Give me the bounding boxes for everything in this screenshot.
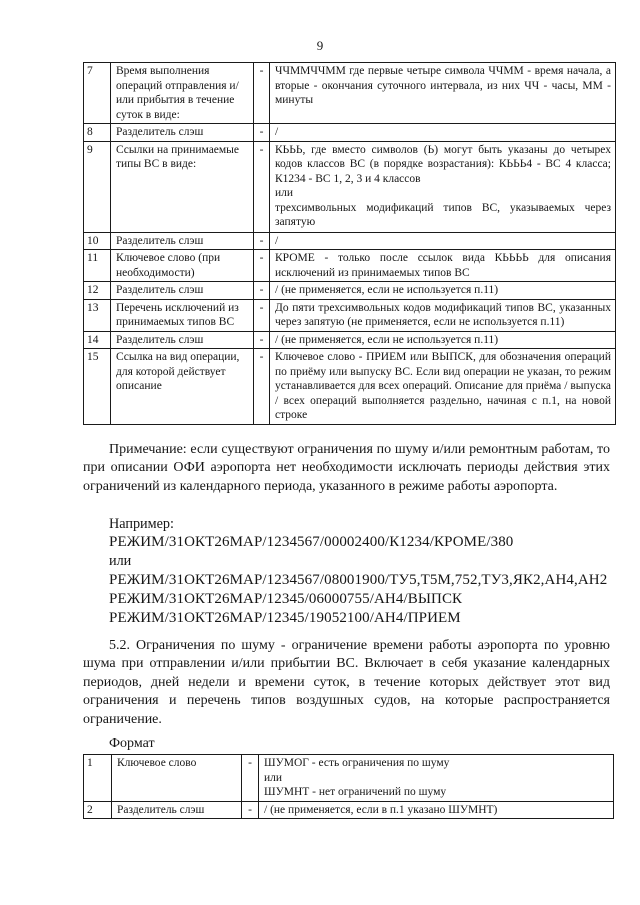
row-number: 1: [84, 755, 112, 802]
row-label: Разделитель слэш: [111, 282, 254, 300]
example-line: РЕЖИМ/31ОКТ26МАР/12345/06000755/АН4/ВЫПСК: [109, 591, 463, 607]
table-row: [84, 349, 616, 425]
row-number: 2: [84, 801, 112, 819]
note-paragraph: Примечание: если существуют ограничения по шуму и/или ремонтным работам, то при описании ОФИ аэропорта нет необходимости исключать периоды действия этих ограничений из календарного периода, указанного в режиме работы аэропорта.: [83, 442, 610, 494]
format-table-noise: [83, 754, 614, 819]
row-number: 14: [84, 331, 111, 349]
row-label: Разделитель слэш: [111, 331, 254, 349]
row-number: 10: [84, 232, 111, 250]
row-number: 15: [84, 349, 111, 425]
row-label: Ключевое слово (при необходимости): [111, 250, 254, 282]
format-label: Формат: [109, 736, 155, 751]
example-line: РЕЖИМ/31ОКТ26МАР/1234567/00002400/К1234/КРОМЕ/380: [109, 534, 514, 550]
format-table-mode: [83, 62, 616, 425]
table-row: [84, 232, 616, 250]
row-number: 13: [84, 299, 111, 331]
table-row: [84, 801, 614, 819]
table-row: [84, 124, 616, 142]
row-dash: -: [254, 63, 270, 124]
row-number: 12: [84, 282, 111, 300]
row-label: Разделитель слэш: [112, 801, 242, 819]
row-dash: -: [254, 331, 270, 349]
table-row: [84, 331, 616, 349]
row-label: Разделитель слэш: [111, 232, 254, 250]
row-label: Время выполнения операций отправления и/или прибытия в течение суток в виде:: [111, 63, 254, 124]
example-or: или: [109, 553, 132, 569]
table-row: [84, 299, 616, 331]
row-number: 7: [84, 63, 111, 124]
table-row: [84, 250, 616, 282]
row-dash: -: [242, 801, 259, 819]
table-row: [84, 63, 616, 124]
example-line: РЕЖИМ/31ОКТ26МАР/1234567/08001900/ТУ5,Т5М,752,ТУ3,ЯК2,АН4,АН2: [109, 572, 608, 588]
row-label: Ключевое слово: [112, 755, 242, 802]
row-dash: -: [254, 282, 270, 300]
table-row: [84, 141, 616, 232]
row-description: /: [270, 232, 616, 250]
section-5-2-paragraph: 5.2. Ограничения по шуму - ограничение времени работы аэропорта по уровню шума при отправлении и/или прибытии ВС. Включает в себя указание календарных периодов, дней недели и времени суток, в течение которых действует этот вид ограничения и перечень типов воздушных судов, на которые распространяется ограничение.: [83, 638, 610, 727]
row-dash: -: [254, 299, 270, 331]
row-number: 9: [84, 141, 111, 232]
row-number: 8: [84, 124, 111, 142]
row-label: Ссылки на принимаемые типы ВС в виде:: [111, 141, 254, 232]
row-description: Ключевое слово - ПРИЕМ или ВЫПСК, для обозначения операций по приёму или выпуску ВС. Если вид операции не указан, то режим устанавливается для всех операций. Описание для приёма / выпуска / всех операций выполняется раздельно, начиная с п.1, на новой строке: [270, 349, 616, 425]
row-dash: -: [254, 232, 270, 250]
row-description: /: [270, 124, 616, 142]
row-description: КЬЬЬ, где вместо символов (Ь) могут быть указаны до четырех кодов классов ВС (в порядке возрастания): КЬЬЬ4 - ВС 4 класса; К1234 - ВС 1, 2, 3 и 4 классов или трехсимвольных модификаций типов ВС, указываемых через запятую: [270, 141, 616, 232]
row-description: КРОМЕ - только после ссылок вида КЬЬЬЬ для описания исключений из принимаемых типов ВС: [270, 250, 616, 282]
row-description: / (не применяется, если не используется п.11): [270, 331, 616, 349]
page-number: 9: [316, 38, 324, 53]
row-dash: -: [254, 349, 270, 425]
row-label: Перечень исключений из принимаемых типов ВС: [111, 299, 254, 331]
row-description: ШУМОГ - есть ограничения по шуму или ШУМНТ - нет ограничений по шуму: [259, 755, 614, 802]
row-dash: -: [242, 755, 259, 802]
example-line: РЕЖИМ/31ОКТ26МАР/12345/19052100/АН4/ПРИЕМ: [109, 610, 461, 626]
table-row: [84, 282, 616, 300]
row-description: / (не применяется, если в п.1 указано ШУМНТ): [259, 801, 614, 819]
row-description: / (не применяется, если не используется п.11): [270, 282, 616, 300]
row-dash: -: [254, 250, 270, 282]
table-row: [84, 755, 614, 802]
row-dash: -: [254, 124, 270, 142]
row-label: Ссылка на вид операции, для которой действует описание: [111, 349, 254, 425]
row-description: ЧЧММЧЧММ где первые четыре символа ЧЧММ - время начала, а вторые - окончания суточного интервала, из них ЧЧ - часы, ММ - минуты: [270, 63, 616, 124]
row-number: 11: [84, 250, 111, 282]
row-label: Разделитель слэш: [111, 124, 254, 142]
row-dash: -: [254, 141, 270, 232]
row-description: До пяти трехсимвольных кодов модификаций типов ВС, указанных через запятую (не применяется, если не используется п.11): [270, 299, 616, 331]
example-intro: Например:: [109, 516, 174, 532]
